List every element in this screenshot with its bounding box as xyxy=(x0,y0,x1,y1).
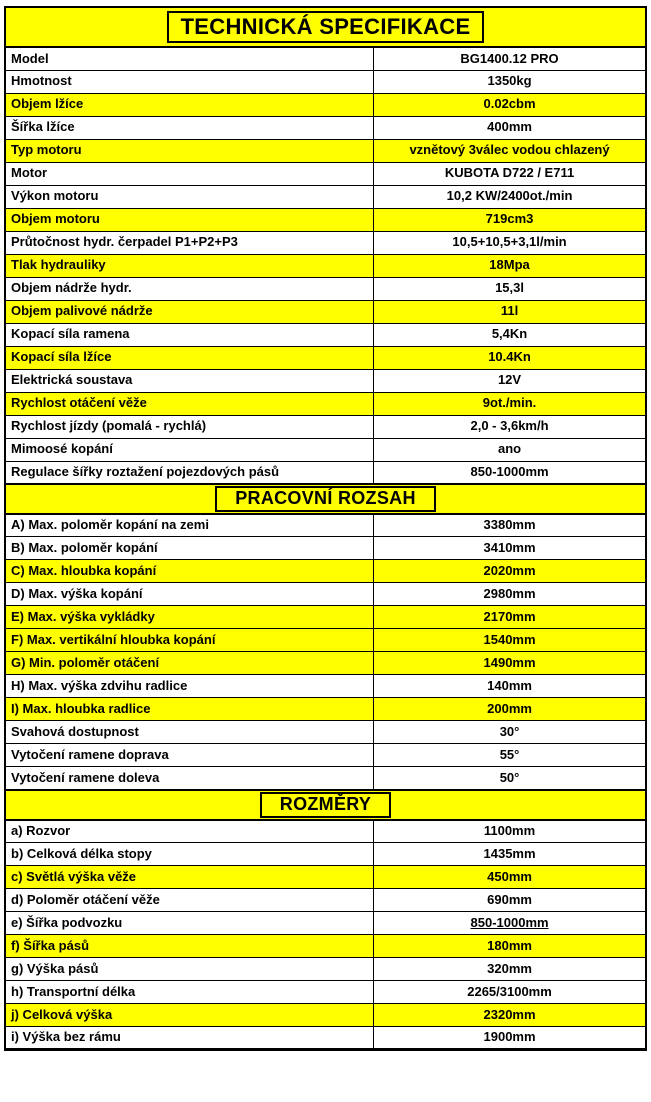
row-value: 1100mm xyxy=(374,820,646,843)
row-value: 3380mm xyxy=(374,514,646,537)
row-value: 200mm xyxy=(374,698,646,721)
row-label: C) Max. hloubka kopání xyxy=(5,560,374,583)
title-row xyxy=(5,7,646,47)
row-value: 1540mm xyxy=(374,629,646,652)
table-row xyxy=(5,300,646,323)
row-label: Rychlost jízdy (pomalá - rychlá) xyxy=(5,415,374,438)
row-label: Model xyxy=(5,47,374,70)
row-label: Průtočnost hydr. čerpadel P1+P2+P3 xyxy=(5,231,374,254)
row-label: Výkon motoru xyxy=(5,185,374,208)
row-value: 3410mm xyxy=(374,537,646,560)
row-value: 0.02cbm xyxy=(374,93,646,116)
table-row xyxy=(5,185,646,208)
row-label: f) Šířka pásů xyxy=(5,935,374,958)
row-label: Šířka lžíce xyxy=(5,116,374,139)
row-value: 50° xyxy=(374,767,646,790)
table-row xyxy=(5,231,646,254)
row-value: 690mm xyxy=(374,889,646,912)
row-value: 400mm xyxy=(374,116,646,139)
row-value: 10,5+10,5+3,1l/min xyxy=(374,231,646,254)
page-title: TECHNICKÁ SPECIFIKACE xyxy=(167,11,485,43)
table-row xyxy=(5,721,646,744)
table-row xyxy=(5,254,646,277)
section-header-row xyxy=(5,790,646,820)
row-value: 2980mm xyxy=(374,583,646,606)
table-row xyxy=(5,820,646,843)
table-row xyxy=(5,583,646,606)
row-value: 320mm xyxy=(374,958,646,981)
row-value: 9ot./min. xyxy=(374,392,646,415)
row-label: Svahová dostupnost xyxy=(5,721,374,744)
row-value: 180mm xyxy=(374,935,646,958)
section-header: ROZMĚRY xyxy=(260,792,391,818)
row-value: 15,3l xyxy=(374,277,646,300)
row-value: 30° xyxy=(374,721,646,744)
row-value: 12V xyxy=(374,369,646,392)
section-header-cell xyxy=(5,790,646,820)
row-label: Vytočení ramene doleva xyxy=(5,767,374,790)
table-row xyxy=(5,514,646,537)
row-label: Objem motoru xyxy=(5,208,374,231)
row-label: Objem lžíce xyxy=(5,93,374,116)
row-label: Kopací síla ramena xyxy=(5,323,374,346)
row-label: Mimoosé kopání xyxy=(5,438,374,461)
row-value: 2320mm xyxy=(374,1004,646,1027)
row-value: ano xyxy=(374,438,646,461)
table-row xyxy=(5,958,646,981)
table-row xyxy=(5,208,646,231)
row-label: j) Celková výška xyxy=(5,1004,374,1027)
table-row xyxy=(5,698,646,721)
row-value: 850-1000mm xyxy=(374,461,646,484)
table-row xyxy=(5,116,646,139)
row-label: Regulace šířky roztažení pojezdových pásů xyxy=(5,461,374,484)
row-label: Kopací síla lžíce xyxy=(5,346,374,369)
table-row xyxy=(5,392,646,415)
row-value: 1900mm xyxy=(374,1027,646,1050)
row-label: H) Max. výška zdvihu radlice xyxy=(5,675,374,698)
row-label: A) Max. poloměr kopání na zemi xyxy=(5,514,374,537)
row-label: Objem nádrže hydr. xyxy=(5,277,374,300)
row-value: 11l xyxy=(374,300,646,323)
row-value: 18Mpa xyxy=(374,254,646,277)
row-label: Motor xyxy=(5,162,374,185)
row-label: b) Celková délka stopy xyxy=(5,843,374,866)
table-row xyxy=(5,675,646,698)
row-value: 719cm3 xyxy=(374,208,646,231)
row-value: 2,0 - 3,6km/h xyxy=(374,415,646,438)
row-label: B) Max. poloměr kopání xyxy=(5,537,374,560)
row-label: Typ motoru xyxy=(5,139,374,162)
row-value: 1490mm xyxy=(374,652,646,675)
row-label: h) Transportní délka xyxy=(5,981,374,1004)
table-row xyxy=(5,560,646,583)
row-label: Objem palivové nádrže xyxy=(5,300,374,323)
table-row xyxy=(5,70,646,93)
row-value: KUBOTA D722 / E711 xyxy=(374,162,646,185)
row-label: a) Rozvor xyxy=(5,820,374,843)
row-label: E) Max. výška vykládky xyxy=(5,606,374,629)
row-label: G) Min. poloměr otáčení xyxy=(5,652,374,675)
table-row xyxy=(5,1027,646,1050)
row-label: d) Poloměr otáčení věže xyxy=(5,889,374,912)
row-label: Rychlost otáčení věže xyxy=(5,392,374,415)
row-label: D) Max. výška kopání xyxy=(5,583,374,606)
row-label: Elektrická soustava xyxy=(5,369,374,392)
table-row xyxy=(5,47,646,70)
row-value: vznětový 3válec vodou chlazený xyxy=(374,139,646,162)
row-value: 140mm xyxy=(374,675,646,698)
table-row xyxy=(5,652,646,675)
row-value: 5,4Kn xyxy=(374,323,646,346)
row-value: 55° xyxy=(374,744,646,767)
table-row xyxy=(5,162,646,185)
table-row xyxy=(5,1004,646,1027)
table-row xyxy=(5,767,646,790)
row-label: Tlak hydrauliky xyxy=(5,254,374,277)
row-label: e) Šířka podvozku xyxy=(5,912,374,935)
table-row xyxy=(5,369,646,392)
row-value: 2265/3100mm xyxy=(374,981,646,1004)
row-value: 1435mm xyxy=(374,843,646,866)
table-row xyxy=(5,744,646,767)
table-row xyxy=(5,277,646,300)
spec-table xyxy=(4,6,647,1051)
row-value: BG1400.12 PRO xyxy=(374,47,646,70)
row-label: F) Max. vertikální hloubka kopání xyxy=(5,629,374,652)
table-row xyxy=(5,981,646,1004)
row-label: g) Výška pásů xyxy=(5,958,374,981)
row-label: c) Světlá výška věže xyxy=(5,866,374,889)
row-value: 450mm xyxy=(374,866,646,889)
section-header-row xyxy=(5,484,646,514)
spec-table-body xyxy=(5,7,646,1050)
row-value: 10,2 KW/2400ot./min xyxy=(374,185,646,208)
row-label: Hmotnost xyxy=(5,70,374,93)
table-row xyxy=(5,912,646,935)
row-label: Vytočení ramene doprava xyxy=(5,744,374,767)
row-value: 2170mm xyxy=(374,606,646,629)
row-label: I) Max. hloubka radlice xyxy=(5,698,374,721)
row-value: 1350kg xyxy=(374,70,646,93)
table-row xyxy=(5,889,646,912)
table-row xyxy=(5,866,646,889)
table-row xyxy=(5,415,646,438)
table-row xyxy=(5,606,646,629)
row-value: 10.4Kn xyxy=(374,346,646,369)
table-row xyxy=(5,935,646,958)
table-row xyxy=(5,438,646,461)
row-label: i) Výška bez rámu xyxy=(5,1027,374,1050)
section-header-cell xyxy=(5,484,646,514)
table-row xyxy=(5,461,646,484)
table-row xyxy=(5,629,646,652)
table-row xyxy=(5,843,646,866)
row-value: 850-1000mm xyxy=(374,912,646,935)
row-value: 2020mm xyxy=(374,560,646,583)
table-row xyxy=(5,346,646,369)
title-cell xyxy=(5,7,646,47)
table-row xyxy=(5,93,646,116)
table-row xyxy=(5,323,646,346)
table-row xyxy=(5,537,646,560)
section-header: PRACOVNÍ ROZSAH xyxy=(215,486,436,512)
table-row xyxy=(5,139,646,162)
